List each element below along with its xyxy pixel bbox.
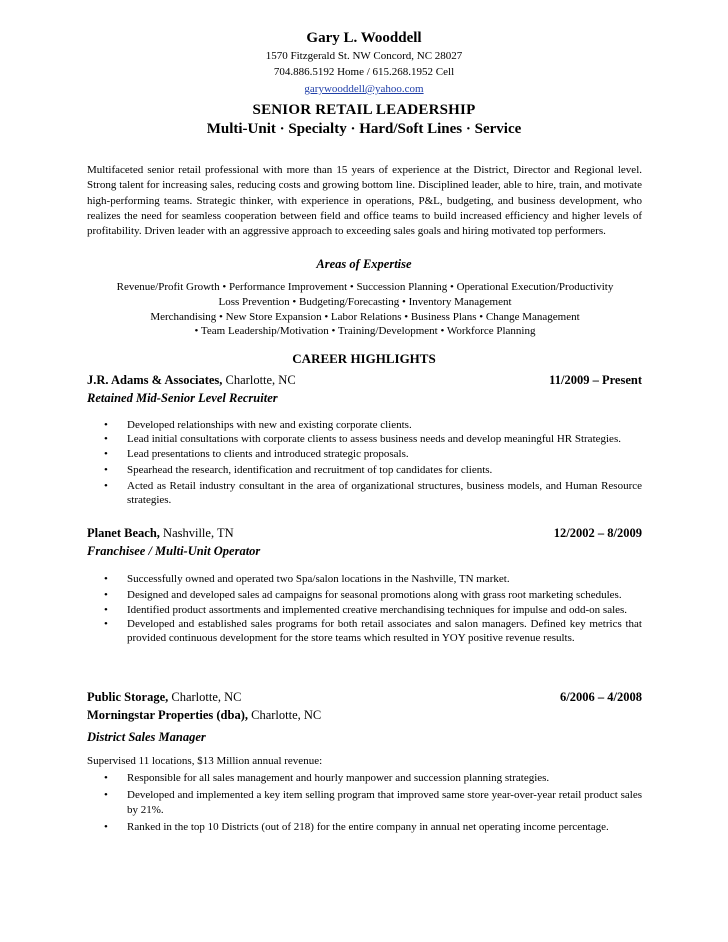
list-item: • Identified product assortments and implemented creative merchandising techniques for impulse and odd-on sales. xyxy=(104,603,628,616)
job-dates: 11/2009 – Present xyxy=(549,373,642,387)
list-item: • Lead presentations to clients and introduced strategic proposals. xyxy=(104,447,409,460)
bullet-icon: • xyxy=(104,447,108,460)
job-bullets xyxy=(87,418,642,508)
list-item: • Designed and developed sales ad campaigns for seasonal promotions along with grass root marketing schedules. xyxy=(104,589,622,602)
company-name: Morningstar Properties (dba), xyxy=(87,708,248,722)
company-location: Charlotte, NC xyxy=(222,373,296,387)
list-item: • Lead initial consultations with corporate clients to assess business needs and develop meaningful HR Strategies. xyxy=(104,433,621,446)
job-role: District Sales Manager xyxy=(87,730,206,744)
job-dates: 6/2006 – 4/2008 xyxy=(560,690,642,704)
bullet-icon: • xyxy=(104,419,108,431)
bullet-icon: • xyxy=(104,820,108,833)
career-title: CAREER HIGHLIGHTS xyxy=(292,351,436,366)
job-entry xyxy=(87,690,642,834)
company-location: Charlotte, NC xyxy=(247,708,322,722)
expertise-line: • Team Leadership/Motivation • Training/Development • Workforce Planning xyxy=(194,325,536,338)
job-header xyxy=(87,526,642,544)
expertise-list xyxy=(80,280,650,339)
expertise-line: Revenue/Profit Growth • Performance Improvement • Succession Planning • Operational Execution/Productivity xyxy=(116,281,614,293)
list-item: • Successfully owned and operated two Spa/salon locations in the Nashville, TN market. xyxy=(104,573,510,585)
resume-header xyxy=(0,30,728,138)
job-header xyxy=(87,373,642,391)
company-name: J.R. Adams & Associates, xyxy=(87,373,223,387)
bullet-icon: • xyxy=(104,589,108,602)
list-item: • Spearhead the research, identification and recruitment of top candidates for clients. xyxy=(104,463,493,476)
job-dates: 12/2002 – 8/2009 xyxy=(553,526,642,540)
job-header-secondary xyxy=(87,708,642,726)
list-item: • Developed and implemented a key item selling program that improved same store year-over-year retail product sales by 21%. xyxy=(104,789,642,816)
bullet-icon: • xyxy=(104,603,108,616)
job-entry xyxy=(87,373,642,508)
company-location: Charlotte, NC xyxy=(168,690,242,704)
bullet-icon: • xyxy=(104,463,108,476)
bullet-icon: • xyxy=(104,573,108,585)
list-item: • Developed relationships with new and existing corporate clients. xyxy=(104,419,412,431)
job-header xyxy=(87,690,642,708)
bullet-icon: • xyxy=(104,480,108,493)
list-item: • Responsible for all sales management and hourly manpower and succession planning strategies. xyxy=(104,772,550,784)
expertise-title: Areas of Expertise xyxy=(316,257,412,271)
company-name: Public Storage, xyxy=(87,690,169,704)
bullet-icon: • xyxy=(104,772,108,784)
job-entry xyxy=(87,526,642,645)
company-name: Planet Beach, xyxy=(87,526,160,540)
list-item: • Acted as Retail industry consultant in the area of organizational structures, business models, and Human Resource strategies. xyxy=(104,480,642,507)
bullet-icon: • xyxy=(104,617,108,630)
headline: SENIOR RETAIL LEADERSHIP xyxy=(252,102,476,118)
address: 1570 Fitzgerald St. NW Concord, NC 28027 xyxy=(265,50,463,62)
email-link[interactable]: garywooddell@yahoo.com xyxy=(304,83,424,95)
subheadline: Multi-Unit · Specialty · Hard/Soft Lines · Service xyxy=(206,121,522,137)
company-location: Nashville, TN xyxy=(159,526,234,540)
phone-numbers: 704.886.5192 Home / 615.268.1952 Cell xyxy=(273,66,455,78)
job-role: Retained Mid-Senior Level Recruiter xyxy=(87,391,278,405)
job-intro: Supervised 11 locations, $13 Million annual revenue: xyxy=(87,755,323,767)
expertise-line: Merchandising • New Store Expansion • Labor Relations • Business Plans • Change Management xyxy=(150,310,580,323)
list-item: • Ranked in the top 10 Districts (out of 218) for the entire company in annual net operating income percentage. xyxy=(104,820,609,833)
expertise-line: Loss Prevention • Budgeting/Forecasting • Inventory Management xyxy=(218,295,512,308)
job-bullets xyxy=(87,572,642,645)
candidate-name: Gary L. Wooddell xyxy=(306,30,422,46)
list-item: • Developed and established sales programs for both retail associates and salon managers. Defined key metrics that provided continuous development for the store teams which resulted in YOY positive revenue results. xyxy=(104,617,642,645)
summary-paragraph: Multifaceted senior retail professional with more than 15 years of experience at the District, Director and Regional level. Strong talent for increasing sales, reducing costs and growing bottom line. Disciplined leader, able to hire, train, and motivate high-performing teams. Strategic thinker, with experience in operations, P&L, budgeting, and business development, who realizes the need for seamless cooperation between field and office teams to build increased efficiency and higher levels of profitability. Driven leader with an aggressive approach to exceeding sales goals and hiring motivated top performers. xyxy=(87,164,642,238)
bullet-icon: • xyxy=(104,433,108,446)
job-role: Franchisee / Multi-Unit Operator xyxy=(87,544,261,558)
bullet-icon: • xyxy=(104,789,108,802)
job-bullets xyxy=(87,771,642,834)
